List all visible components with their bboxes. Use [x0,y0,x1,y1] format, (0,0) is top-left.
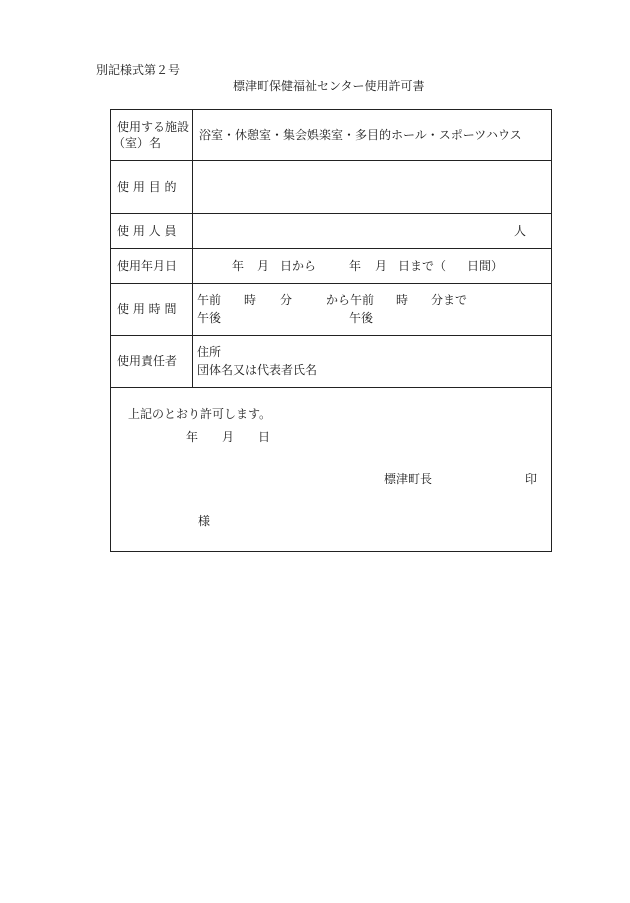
honorific-sama: 様 [198,514,211,528]
row-divider [111,213,551,214]
date-from-month: 月 [257,259,270,273]
row-divider [111,335,551,336]
permit-month: 月 [222,430,235,444]
date-days: 日間） [467,259,504,273]
facility-value: 浴室・休憩室・集会娯楽室・多目的ホール・スポーツハウス [199,128,522,142]
row-divider [111,387,551,388]
permit-statement: 上記のとおり許可します。 [128,407,272,421]
people-unit: 人 [514,224,527,238]
time-hour1: 時 [244,293,257,307]
purpose-label: 使 用 目 的 [117,180,177,194]
time-pm1: 午後 [197,311,222,325]
seal-mark: 印 [525,472,538,486]
people-field[interactable] [199,218,509,242]
responsible-org-name: 団体名又は代表者氏名 [197,363,318,377]
facility-label-line2: （室）名 [113,136,162,150]
purpose-field[interactable] [199,170,544,206]
time-min1: 分 [280,293,293,307]
responsible-address: 住所 [197,345,222,359]
row-divider [111,248,551,249]
permit-year: 年 [186,430,199,444]
permit-form-table [110,109,552,552]
date-to-day: 日まで（ [398,259,447,273]
time-hour2: 時 [396,293,409,307]
time-from-am2: から午前 [326,293,375,307]
form-number: 別記様式第２号 [96,63,181,77]
row-divider [111,283,551,284]
time-label: 使 用 時 間 [117,302,177,316]
date-to-month: 月 [375,259,388,273]
responsible-label: 使用責任者 [117,354,178,368]
row-divider [111,160,551,161]
time-pm2: 午後 [349,311,374,325]
time-am1: 午前 [197,293,222,307]
document-title: 標津町保健福祉センター使用許可書 [233,79,425,93]
time-min2-until: 分まで [431,293,468,307]
date-to-year: 年 [349,259,362,273]
people-label: 使 用 人 員 [117,224,177,238]
facility-label-line1: 使用する施設 [117,120,190,134]
mayor-title: 標津町長 [384,472,433,486]
date-from-year: 年 [232,259,245,273]
permit-day: 日 [258,430,271,444]
date-from-day: 日から [280,259,317,273]
date-label: 使用年月日 [117,259,178,273]
